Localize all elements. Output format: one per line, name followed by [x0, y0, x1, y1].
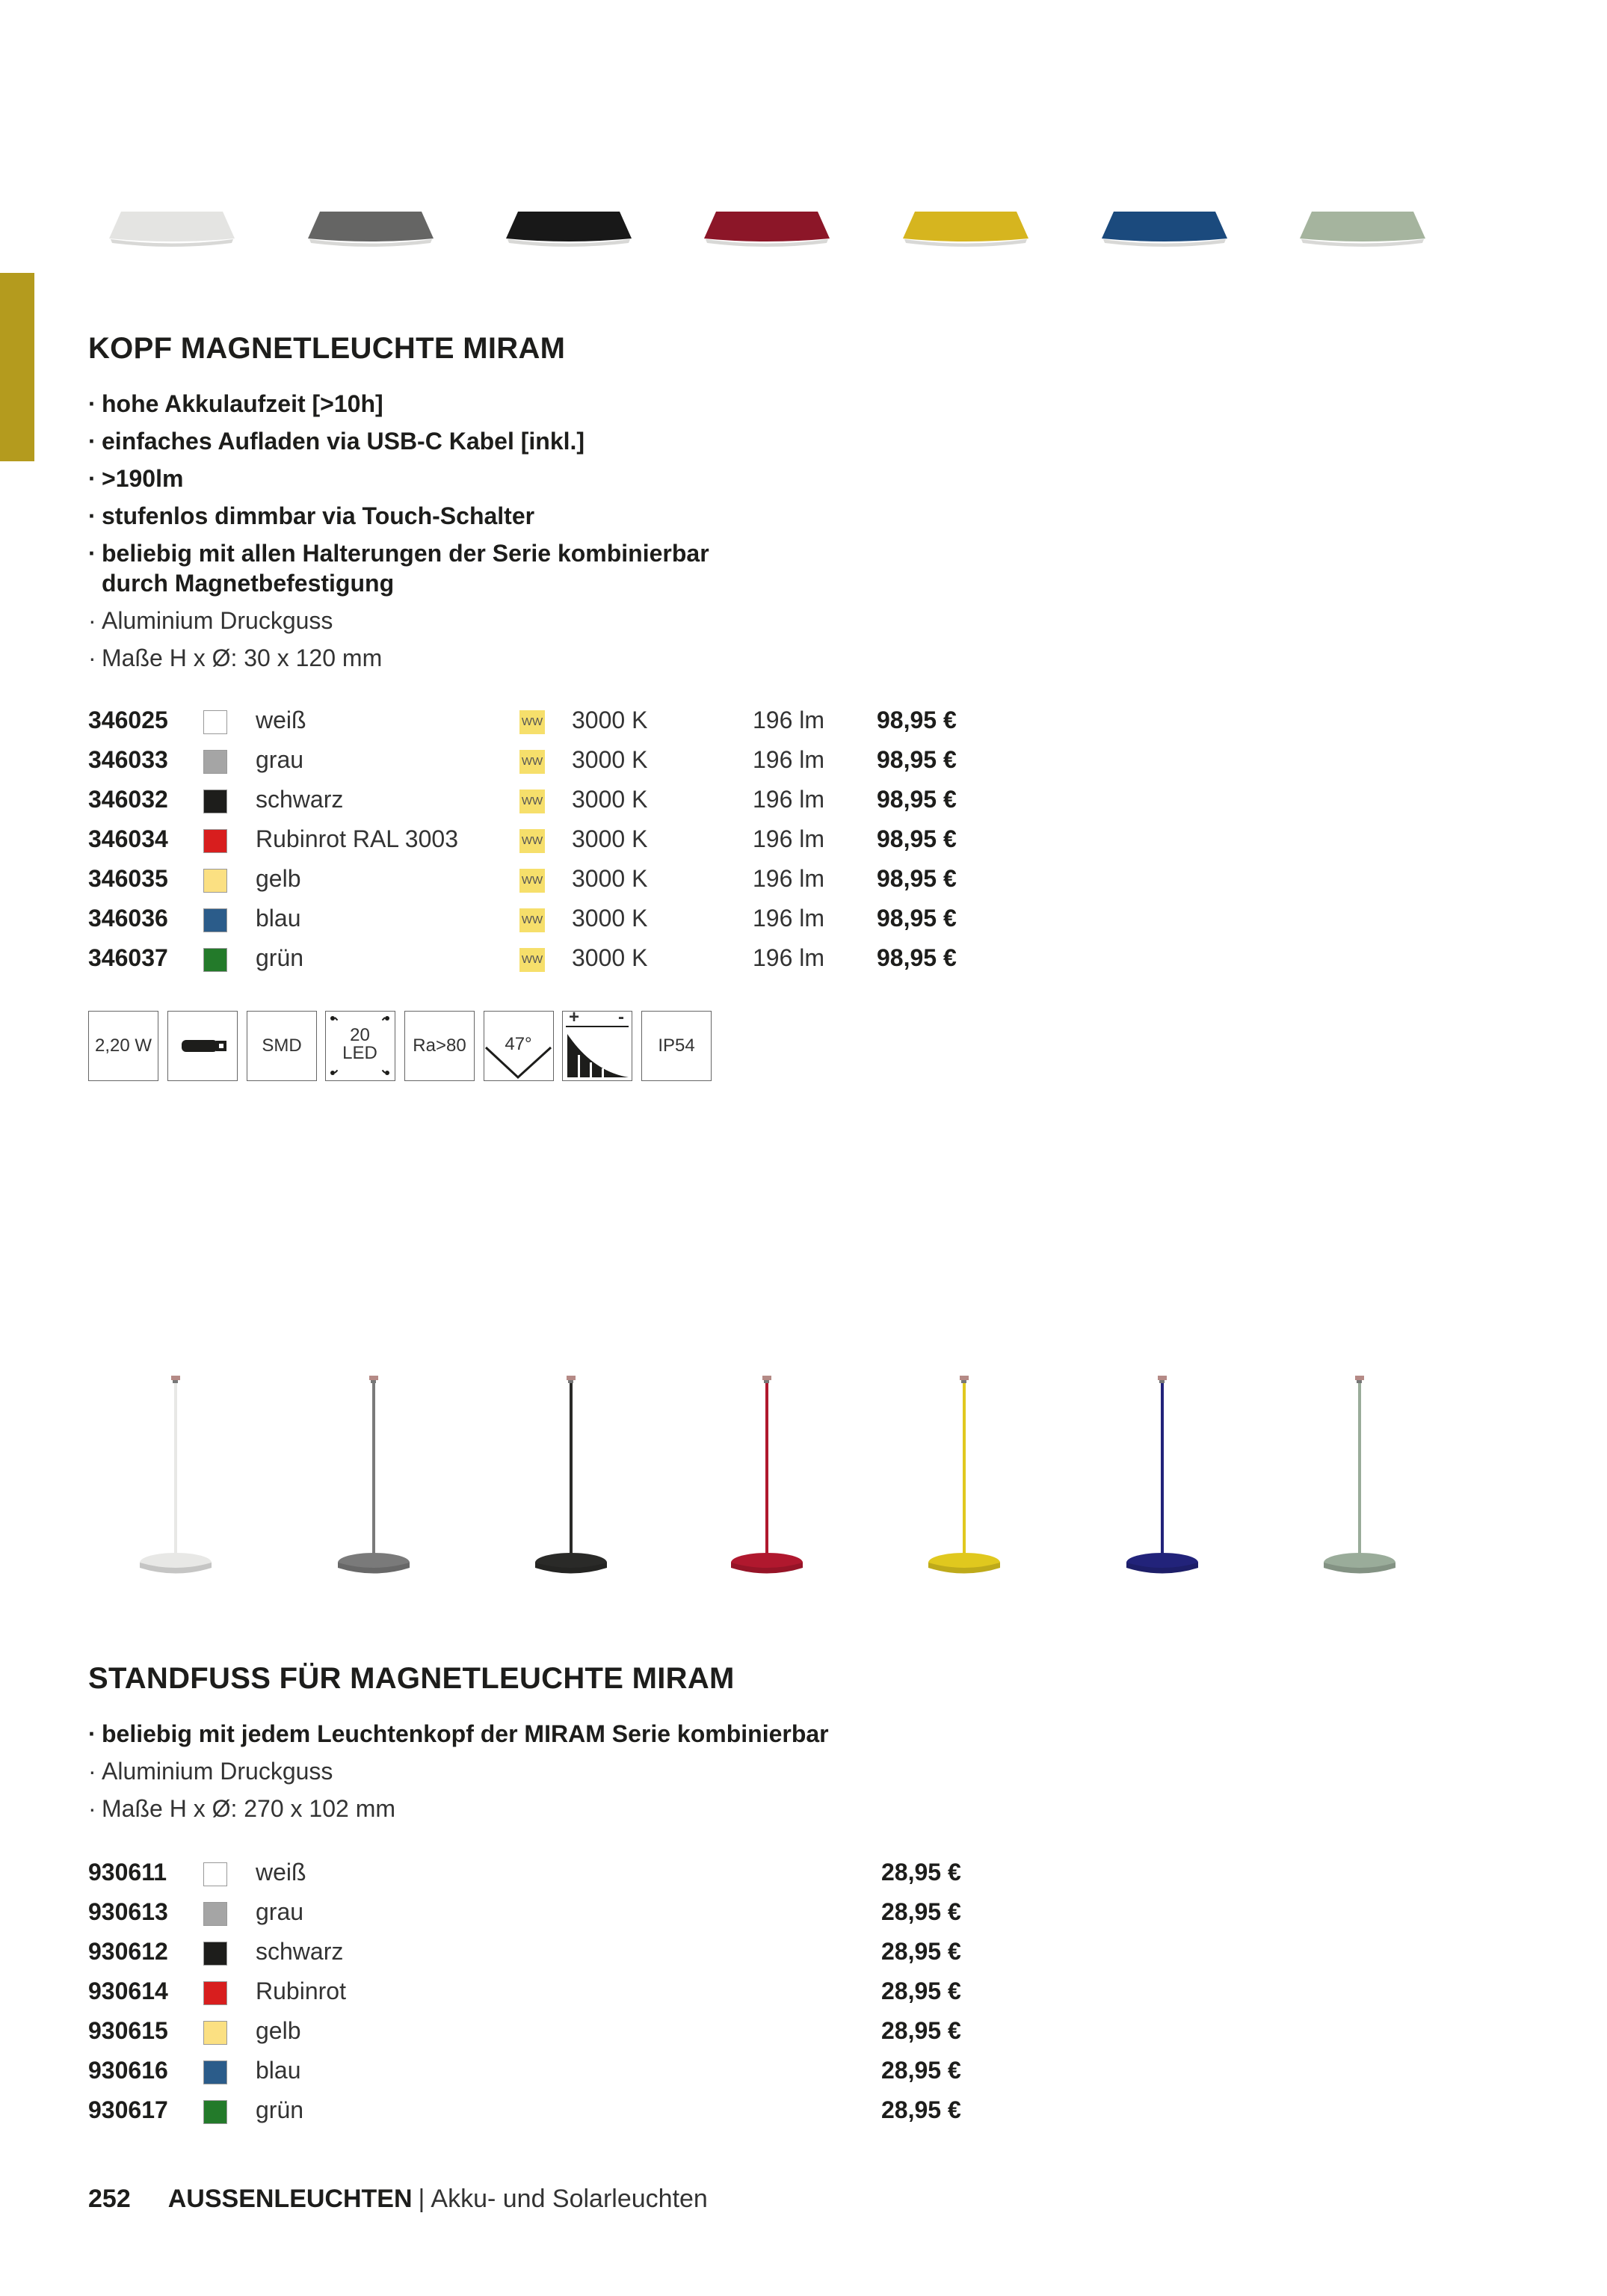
section-title-kopf: KOPF MAGNETLEUCHTE MIRAM: [88, 332, 566, 365]
article-number: 930611: [88, 1859, 167, 1886]
lumen-value: 196 lm: [753, 825, 825, 852]
lamp-heads-row: [0, 187, 1607, 262]
stand-image: [135, 1376, 217, 1585]
table-row: [88, 899, 957, 938]
color-name: weiß: [256, 1859, 306, 1886]
lamp-head-image: [305, 206, 437, 252]
color-name: gelb: [256, 2017, 301, 2044]
table-row: [88, 938, 957, 978]
feature-item: · hohe Akkulaufzeit [>10h]: [88, 385, 709, 422]
feature-line: durch Magnetbefestigung: [102, 570, 395, 597]
price: 98,95 €: [877, 825, 957, 852]
price: 28,95 €: [881, 1898, 961, 1925]
price: 98,95 €: [877, 707, 957, 733]
stands-row: [0, 1376, 1607, 1585]
page-number: 252: [88, 2185, 131, 2213]
price: 28,95 €: [881, 1978, 961, 2004]
color-temperature: 3000 K: [572, 825, 648, 852]
beam-angle-icon: [484, 1011, 554, 1081]
color-swatch: [203, 750, 227, 774]
product-table-standfuss: [88, 1853, 961, 2130]
color-name: schwarz: [256, 1938, 344, 1965]
product-table-kopf: [88, 701, 957, 978]
warm-white-badge: WW: [519, 869, 545, 893]
beam-angle: 47°: [505, 1034, 532, 1054]
article-number: 930616: [88, 2057, 168, 2084]
color-name: blau: [256, 2057, 301, 2084]
lamp-head-image: [900, 206, 1031, 252]
color-name: grün: [256, 944, 304, 971]
ip-rating-icon: IP54: [641, 1011, 712, 1081]
table-row: [88, 740, 957, 780]
footer-subsection: Akku- und Solarleuchten: [431, 2185, 708, 2213]
lumen-value: 196 lm: [753, 944, 825, 971]
led-count-icon: [325, 1011, 395, 1081]
color-swatch: [203, 908, 227, 932]
article-number: 930617: [88, 2096, 168, 2123]
article-number: 346033: [88, 746, 168, 773]
warm-white-badge: WW: [519, 790, 545, 813]
warm-white-badge: WW: [519, 948, 545, 972]
warm-white-badge: WW: [519, 710, 545, 734]
color-name: gelb: [256, 865, 301, 892]
feature-item: · stufenlos dimmbar via Touch-Schalter: [88, 497, 709, 535]
price: 28,95 €: [881, 2096, 961, 2123]
feature-list-standfuss: [88, 1715, 829, 1827]
color-name: grün: [256, 2096, 304, 2123]
price: 28,95 €: [881, 1938, 961, 1965]
feature-item: · Aluminium Druckguss: [88, 602, 709, 639]
feature-item: · >190lm: [88, 460, 709, 497]
article-number: 346036: [88, 905, 168, 932]
color-swatch: [203, 2100, 227, 2124]
feature-item: · Maße H x Ø: 270 x 102 mm: [88, 1790, 829, 1827]
color-temperature: 3000 K: [572, 944, 648, 971]
color-swatch: [203, 948, 227, 972]
led-count: 20: [350, 1025, 370, 1045]
stand-image: [1121, 1376, 1203, 1585]
dim-plus: +: [569, 1007, 580, 1027]
color-name: grau: [256, 746, 304, 773]
footer-separator: |: [418, 2185, 425, 2213]
color-swatch: [203, 2060, 227, 2084]
table-row: [88, 2090, 961, 2130]
article-number: 346035: [88, 865, 168, 892]
feature-item: · einfaches Aufladen via USB-C Kabel [inkl.]: [88, 422, 709, 460]
table-row: [88, 780, 957, 819]
color-swatch: [203, 2021, 227, 2045]
article-number: 930613: [88, 1898, 168, 1925]
article-number: 930615: [88, 2017, 168, 2044]
smd-icon: SMD: [247, 1011, 317, 1081]
color-swatch: [203, 1902, 227, 1926]
section-color-bar: [0, 273, 34, 461]
color-temperature: 3000 K: [572, 865, 648, 892]
article-number: 346025: [88, 707, 168, 733]
warm-white-badge: WW: [519, 908, 545, 932]
article-number: 346037: [88, 944, 168, 971]
color-swatch: [203, 710, 227, 734]
stand-image: [530, 1376, 612, 1585]
table-row: [88, 1972, 961, 2011]
color-swatch: [203, 1981, 227, 2005]
feature-item: [88, 538, 709, 598]
table-row: [88, 2011, 961, 2051]
color-name: schwarz: [256, 786, 344, 813]
feature-item: · beliebig mit jedem Leuchtenkopf der MIRAM Serie kombinierbar: [88, 1715, 829, 1752]
lumen-value: 196 lm: [753, 707, 825, 733]
usb-plug-icon: [167, 1011, 238, 1081]
color-swatch: [203, 829, 227, 853]
lamp-head-image: [106, 206, 238, 252]
cri-icon: Ra>80: [404, 1011, 475, 1081]
table-row: [88, 1853, 961, 1892]
price: 98,95 €: [877, 944, 957, 971]
table-row: [88, 1892, 961, 1932]
lamp-head-image: [1297, 206, 1428, 252]
color-swatch: [203, 869, 227, 893]
color-name: Rubinrot: [256, 1978, 346, 2004]
table-row: [88, 1932, 961, 1972]
stand-image: [1318, 1376, 1401, 1585]
lumen-value: 196 lm: [753, 865, 825, 892]
color-temperature: 3000 K: [572, 786, 648, 813]
color-name: weiß: [256, 707, 306, 733]
color-temperature: 3000 K: [572, 905, 648, 932]
article-number: 930614: [88, 1978, 168, 2004]
price: 98,95 €: [877, 786, 957, 813]
feature-line: beliebig mit allen Halterungen der Serie kombinierbar: [102, 540, 709, 567]
stand-image: [726, 1376, 808, 1585]
feature-item: · Aluminium Druckguss: [88, 1752, 829, 1790]
price: 28,95 €: [881, 2017, 961, 2044]
color-temperature: 3000 K: [572, 746, 648, 773]
lumen-value: 196 lm: [753, 746, 825, 773]
article-number: 930612: [88, 1938, 168, 1965]
stand-image: [923, 1376, 1005, 1585]
color-name: Rubinrot RAL 3003: [256, 825, 458, 852]
table-row: [88, 2051, 961, 2090]
price: 28,95 €: [881, 1859, 961, 1886]
color-swatch: [203, 1942, 227, 1966]
footer-section: AUSSENLEUCHTEN: [167, 2185, 413, 2213]
lamp-head-image: [1099, 206, 1230, 252]
page-footer: [88, 2185, 708, 2214]
color-name: grau: [256, 1898, 304, 1925]
price: 98,95 €: [877, 905, 957, 932]
section-title-standfuss: STANDFUSS FÜR MAGNETLEUCHTE MIRAM: [88, 1662, 735, 1695]
table-row: [88, 701, 957, 740]
dim-minus: -: [618, 1007, 624, 1027]
price: 98,95 €: [877, 865, 957, 892]
lumen-value: 196 lm: [753, 786, 825, 813]
color-name: blau: [256, 905, 301, 932]
article-number: 346032: [88, 786, 168, 813]
lumen-value: 196 lm: [753, 905, 825, 932]
price: 98,95 €: [877, 746, 957, 773]
price: 28,95 €: [881, 2057, 961, 2084]
article-number: 346034: [88, 825, 168, 852]
feature-list-kopf: [88, 385, 709, 677]
color-swatch: [203, 1862, 227, 1886]
dimmable-icon: [562, 1007, 632, 1081]
lamp-head-image: [701, 206, 833, 252]
table-row: [88, 859, 957, 899]
warm-white-badge: WW: [519, 829, 545, 853]
wattage-icon: 2,20 W: [88, 1011, 158, 1081]
color-swatch: [203, 790, 227, 813]
feature-item: · Maße H x Ø: 30 x 120 mm: [88, 639, 709, 677]
color-temperature: 3000 K: [572, 707, 648, 733]
lamp-head-image: [503, 206, 635, 252]
warm-white-badge: WW: [519, 750, 545, 774]
stand-image: [333, 1376, 415, 1585]
table-row: [88, 819, 957, 859]
led-label: LED: [342, 1043, 377, 1063]
